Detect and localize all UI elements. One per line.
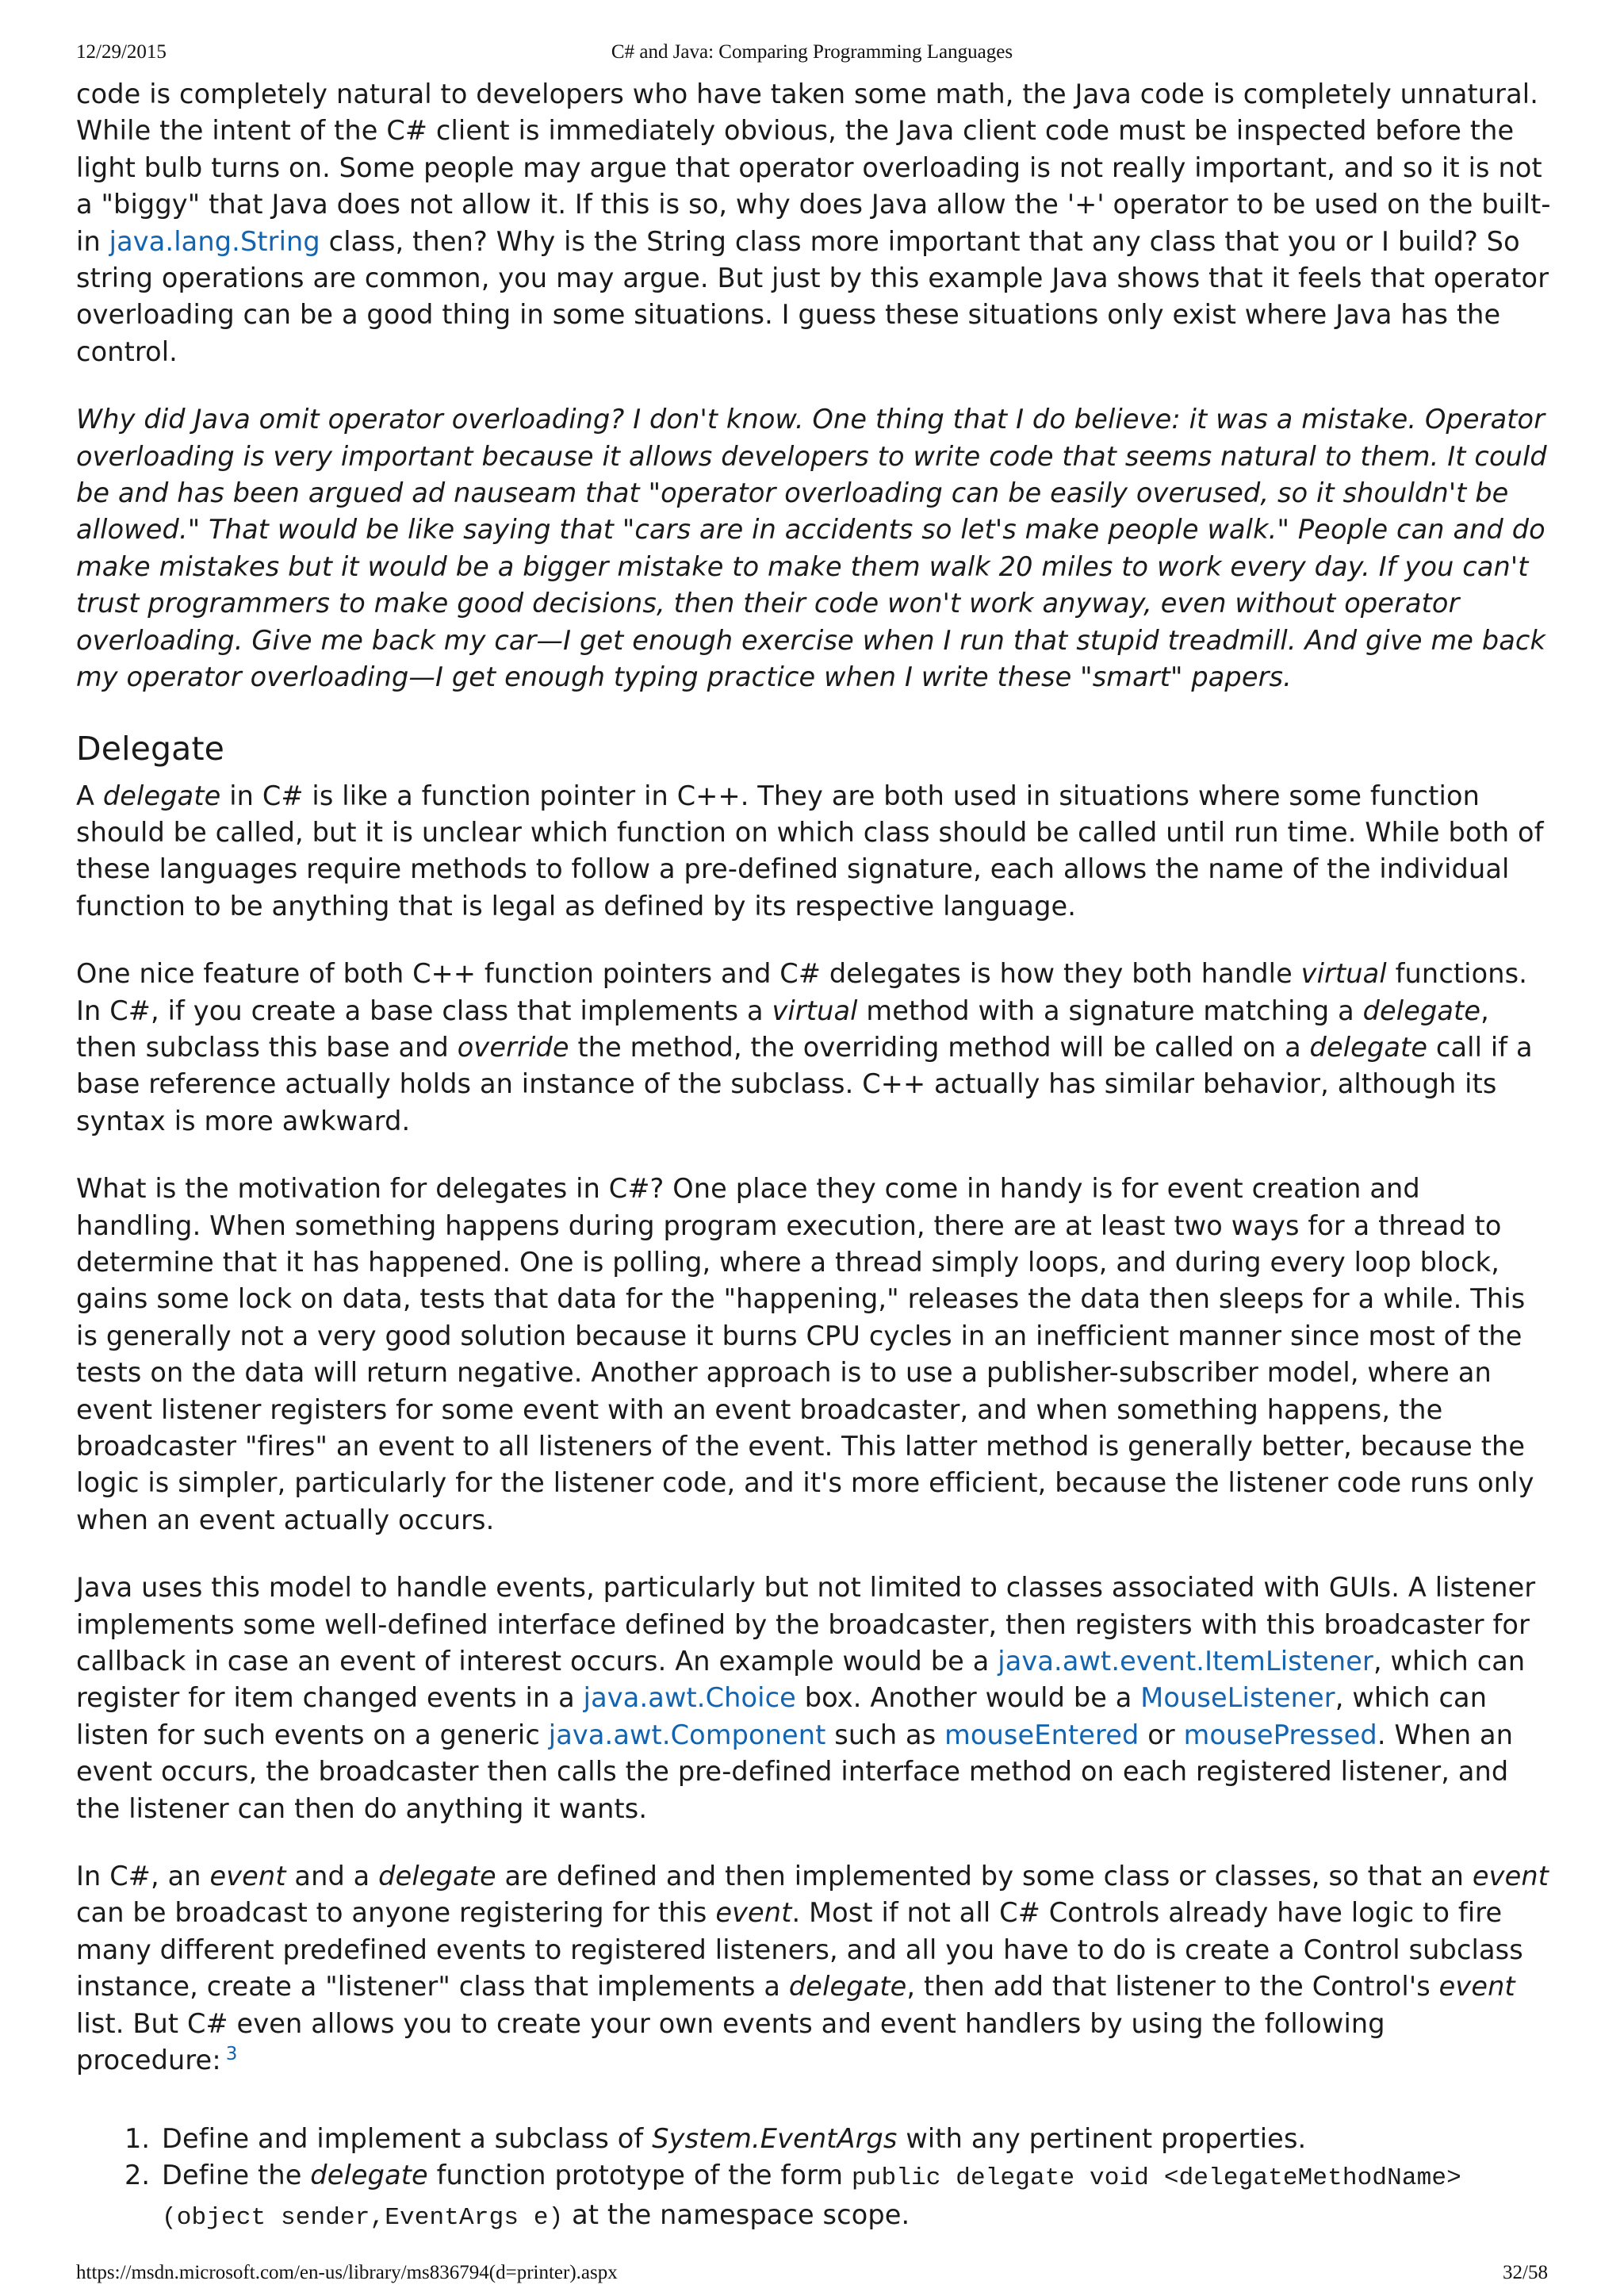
paragraph-java-event-model: Java uses this model to handle events, particularly but not limited to classes associated with GUIs. A listener implements some well-defined interface defined by the broadcaster, then registers with this broadcaster for callback in case an event of interest occurs. An example would be a java.awt.event.ItemListener, which can register for item changed events in a java.awt.Choice box. Another would be a MouseListener, which can listen for such events on a generic java.awt.Component such as mouseEntered or mousePressed. When an event occurs, the broadcaster then calls the pre-defined interface method on each registered listener, and the listener can then do anything it wants. [76, 1572, 1536, 1824]
paragraph-virtual-functions: One nice feature of both C++ function pointers and C# delegates is how they both handle virtual functions. In C#, if you create a base class that implements a virtual method with a signature matching a delegate, then subclass this base and override the method, the overriding method will be called on a delegate call if a base reference actually holds an instance of the subclass. C++ actually has similar behavior, although its syntax is more awkward. [76, 958, 1533, 1137]
item-listener-link[interactable]: java.awt.event.ItemListener [998, 1646, 1373, 1677]
java-lang-string-link[interactable]: java.lang.String [109, 225, 320, 257]
paragraph-delegate-motivation: What is the motivation for delegates in C#? One place they come in handy is for event creation and handling. When something happens during program execution, there are at least two ways for a thread to determine that it has happened. One is polling, where a thread simply loops, and during every loop block, gains some lock on data, tests that data for the "happening," releases the data then sleeps for a while. This is generally not a very good solution because it burns CPU cycles in an inefficient manner since most of the tests on the data will return negative. Another approach is to use a publisher-subscriber model, where an event listener registers for some event with an event broadcaster, and when something happens, the broadcaster "fires" an event to all listeners of the event. This latter method is generally better, because the logic is simpler, particularly for the listener code, and it's more efficient, because the listener code runs only when an event actually occurs. [76, 1173, 1534, 1535]
section-heading-delegate: Delegate [76, 729, 225, 768]
paragraph-operator-overloading-opinion: Why did Java omit operator overloading? I don't know. One thing that I do believe: it was a mistake. Operator overloading is very important because it allows developers to write code that seems natural to them. It could be and has been argued ad nauseam that "operator overloading can be easily overused, so it shouldn't be allowed." That would be like saying that "cars are in accidents so let's make people walk." People can and do make mistakes but it would be a bigger mistake to make them walk 20 miles to work every day. If you can't trust programmers to make good decisions, then their code won't work anyway, even without operator overloading. Give me back my car—I get enough exercise when I run that stupid treadmill. And give me back my operator overloading—I get enough typing practice when I write these "smart" papers. [76, 404, 1547, 693]
mouse-listener-link[interactable]: MouseListener [1140, 1682, 1335, 1714]
delegate-prototype-code: public delegate void <delegateMethodName> (object sender,EventArgs e) [162, 2164, 1461, 2233]
footnote-3-link[interactable]: 3 [225, 2043, 238, 2064]
print-page-title: C# and Java: Comparing Programming Languages [611, 41, 1013, 63]
print-footer [76, 2262, 1548, 2287]
print-url: https://msdn.microsoft.com/en-us/library/ms836794(d=printer).aspx [76, 2262, 618, 2283]
paragraph-delegate-definition: A delegate in C# is like a function pointer in C++. They are both used in situations where some function should be called, but it is unclear which function on which class should be called until run time. While both of these languages require methods to follow a pre-defined signature, each allows the name of the individual function to be anything that is legal as defined by its respective language. [76, 780, 1544, 922]
procedure-steps-list [76, 2121, 1553, 2237]
procedure-step: 1. Define and implement a subclass of System.EventArgs with any pertinent properties. [159, 2121, 1553, 2157]
procedure-step: 2. Define the delegate function prototype of the form public delegate void <delegateMethodName> (object sender,EventArgs e) at the namespace scope. [159, 2157, 1553, 2237]
mouse-pressed-link[interactable]: mousePressed [1183, 1719, 1377, 1750]
paragraph-csharp-events: In C#, an event and a delegate are defined and then implemented by some class or classes, so that an event can be broadcast to anyone registering for this event. Most if not all C# Controls already have logic to fire many different predefined events to registered listeners, and all you have to do is create a Control subclass instance, create a "listener" class that implements a delegate, then add that listener to the Control's event list. But C# even allows you to create your own events and event handlers by using the following procedure: $^3$ [76, 1861, 1549, 2076]
awt-component-link[interactable]: java.awt.Component [548, 1719, 826, 1750]
print-page-number: 32/58 [1503, 2262, 1548, 2283]
article-body [76, 76, 1553, 2237]
awt-choice-link[interactable]: java.awt.Choice [583, 1682, 796, 1714]
paragraph-operator-overloading-intro: code is completely natural to developers who have taken some math, the Java code is completely unnatural. While the intent of the C# client is immediately obvious, the Java client code must be inspected before the light bulb turns on. Some people may argue that operator overloading is not really important, and so it is not a "biggy" that Java does not allow it. If this is so, why does Java allow the '+' operator to be used on the built-in java.lang.String class, then? Why is the String class more important that any class that you or I build? So string operations are common, you may argue. But just by this example Java shows that it feels that operator overloading can be a good thing in some situations. I guess these situations only exist where Java has the control. [76, 79, 1551, 367]
print-header [76, 41, 1548, 67]
mouse-entered-link[interactable]: mouseEntered [944, 1719, 1139, 1750]
print-date: 12/29/2015 [76, 41, 167, 63]
